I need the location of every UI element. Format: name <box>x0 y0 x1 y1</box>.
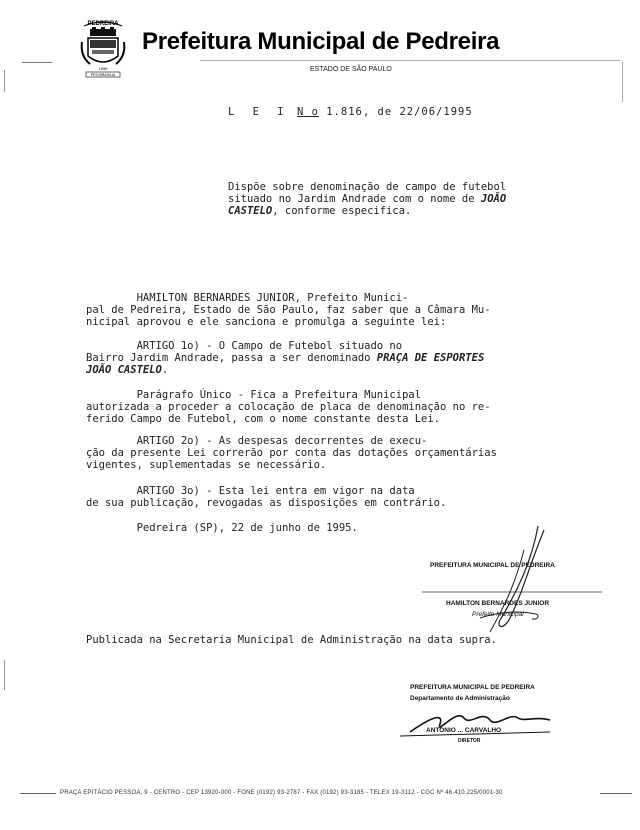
article-3-line-1: ARTIGO 3o) - Esta lei entra em vigor na data <box>86 485 415 497</box>
admin-signature-icon <box>400 698 580 748</box>
crest-label: PEDREIRA <box>87 21 119 27</box>
preamble-line-1: HAMILTON BERNARDES JUNIOR, Prefeito Munici- <box>86 292 409 304</box>
article-3 <box>86 485 446 509</box>
crest-icon <box>78 16 128 86</box>
article-3-line-2: de sua publicação, revogadas as disposições em contrário. <box>86 497 447 509</box>
ementa-line-1: Dispõe sobre denominação de campo de futebol <box>228 181 507 193</box>
article-1-line-3 <box>86 364 484 376</box>
article-1-name-2: JOÃO CASTELO <box>86 364 162 376</box>
margin-mark-bottom <box>4 660 5 690</box>
law-title <box>228 106 473 118</box>
paragrafo-line-1: Parágrafo Único - Fica a Prefeitura Municipal <box>86 389 422 401</box>
signature-name: HAMILTON BERNARDES JUNIOR <box>446 600 550 607</box>
article-1-line-2 <box>86 352 484 364</box>
law-date: de 22/06/1995 <box>377 106 473 118</box>
header-rule-right <box>622 62 623 102</box>
admin-stamp-name: ANTONIO ... CARVALHO <box>426 727 502 734</box>
signature-stamp-title: PREFEITURA MUNICIPAL DE PEDREIRA <box>430 562 555 569</box>
crest-motto: PRO BRASILIA <box>90 73 116 77</box>
law-number-label: N o <box>296 106 319 118</box>
crest-date: 1896 <box>98 66 108 71</box>
article-2-line-1: ARTIGO 2o) - As despesas decorrentes de execu- <box>86 435 428 447</box>
place-date: Pedreira (SP), 22 de junho de 1995. <box>86 522 358 534</box>
preamble-line-2: pal de Pedreira, Estado de São Paulo, faz saber que a Câmara Mu- <box>86 304 491 316</box>
article-2-line-3: vigentes, suplementadas se necessário. <box>86 459 327 471</box>
paragrafo-line-3: ferido Campo de Futebol, com o nome constante desta Lei. <box>86 413 441 425</box>
page-title: Prefeitura Municipal de Pedreira <box>142 28 500 55</box>
footer-rule-left <box>20 793 56 794</box>
article-1-name-1: PRAÇA DE ESPORTES <box>376 352 485 364</box>
article-1 <box>86 340 484 376</box>
preamble-line-3: nicipal aprovou e ele sanciona e promulga a seguinte lei: <box>86 316 447 328</box>
ementa-line-2-text: situado no Jardim Andrade com o nome de <box>228 193 481 205</box>
margin-mark-top <box>4 70 5 92</box>
law-prefix: L E I <box>228 106 290 118</box>
admin-stamp-line-1: PREFEITURA MUNICIPAL DE PEDREIRA <box>410 684 535 691</box>
footer-rule-right <box>600 793 632 794</box>
preamble <box>86 292 491 328</box>
municipal-crest <box>78 16 128 86</box>
handwritten-signature-icon <box>420 520 620 640</box>
ementa-name-2: CASTELO <box>228 205 273 217</box>
publication-note: Publicada na Secretaria Municipal de Administração na data supra. <box>86 634 497 646</box>
ementa-line-3-text: , conforme especifica. <box>272 205 412 217</box>
admin-stamp-line-2: Departamento de Administração <box>410 695 510 702</box>
paragrafo-line-2: autorizada a proceder a colocação de placa de denominação no re- <box>86 401 491 413</box>
ementa-line-2 <box>228 193 506 205</box>
admin-stamp-role: DIRETOR <box>458 738 481 744</box>
article-1-line-3-text: . <box>161 364 169 376</box>
administration-stamp <box>400 680 580 760</box>
header-subtitle: ESTADO DE SÃO PAULO <box>310 66 392 73</box>
footer-address: PRAÇA EPITÁCIO PESSOA, 9 - CENTRO - CEP 13920-000 - FONE (0192) 93-2787 - FAX (0192) 93-3185 - TELEX 19-3112 - CGC Nº 46.410.225/0001-30 <box>60 790 503 796</box>
signature-role: Prefeito Municipal <box>472 611 524 618</box>
law-number: 1.816, <box>326 106 371 118</box>
ementa-line-3 <box>228 205 506 217</box>
signature-block <box>420 520 620 640</box>
header-rule <box>200 60 620 61</box>
paragrafo-unico <box>86 389 491 425</box>
ementa <box>228 181 506 217</box>
ementa-name-1: JOÃO <box>480 193 507 205</box>
header-rule-left <box>22 62 52 63</box>
article-1-line-1: ARTIGO 1o) - O Campo de Futebol situado no <box>86 340 403 352</box>
article-1-line-2-text: Bairro Jardim Andrade, passa a ser denominado <box>86 352 377 364</box>
article-2 <box>86 435 497 471</box>
article-2-line-2: ção da presente Lei correrão por conta das dotações orçamentárias <box>86 447 497 459</box>
